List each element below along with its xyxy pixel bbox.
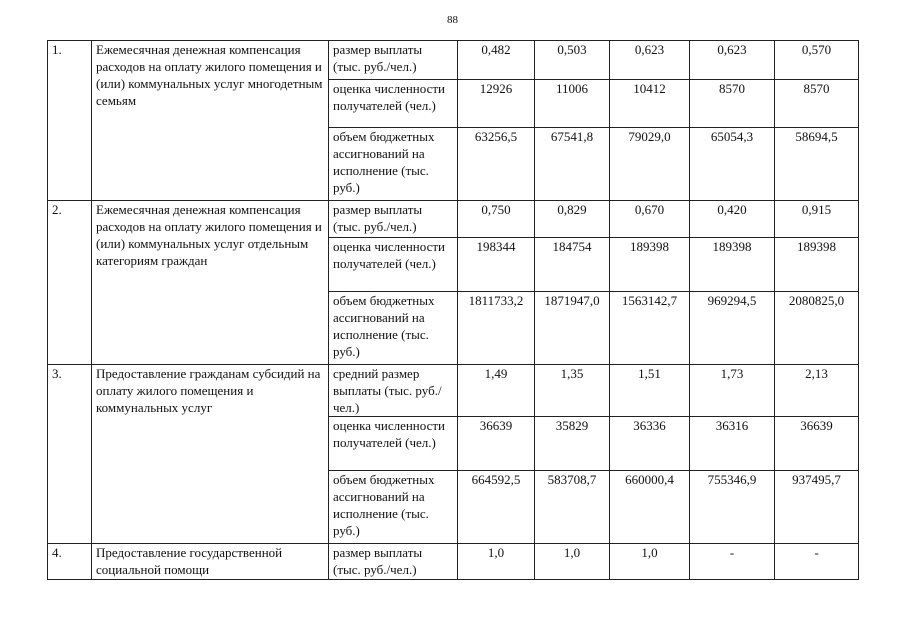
value-cell: 755346,9 <box>690 471 775 544</box>
value-cell: 189398 <box>690 238 775 292</box>
measure-name: Предоставление государственной социальной помощи <box>92 544 329 580</box>
row-number: 2. <box>48 201 92 365</box>
value-cell: 2,13 <box>775 365 859 417</box>
indicator-label: размер выплаты (тыс. руб./чел.) <box>329 201 458 238</box>
value-cell: 35829 <box>535 417 610 471</box>
value-cell: 664592,5 <box>458 471 535 544</box>
value-cell: 1563142,7 <box>610 292 690 365</box>
row-number: 3. <box>48 365 92 544</box>
indicator-label: оценка численности получателей (чел.) <box>329 238 458 292</box>
indicator-label: оценка численности получателей (чел.) <box>329 417 458 471</box>
value-cell: 189398 <box>610 238 690 292</box>
table-row <box>48 544 859 580</box>
value-cell: 11006 <box>535 80 610 128</box>
value-cell: 1,0 <box>535 544 610 580</box>
measure-name: Ежемесячная денежная компенсация расходов на оплату жилого помещения и (или) коммунальных услуг отдельным категориям граждан <box>92 201 329 365</box>
indicator-label: средний размер выплаты (тыс. руб./чел.) <box>329 365 458 417</box>
value-cell: 0,420 <box>690 201 775 238</box>
value-cell: 0,670 <box>610 201 690 238</box>
value-cell: 1871947,0 <box>535 292 610 365</box>
value-cell: 184754 <box>535 238 610 292</box>
value-cell: 937495,7 <box>775 471 859 544</box>
value-cell: 1,51 <box>610 365 690 417</box>
value-cell: 0,503 <box>535 41 610 80</box>
value-cell: 969294,5 <box>690 292 775 365</box>
value-cell: 1,73 <box>690 365 775 417</box>
value-cell: 198344 <box>458 238 535 292</box>
table-row <box>48 41 859 80</box>
indicator-label: объем бюджетных ассигнований на исполнение (тыс. руб.) <box>329 471 458 544</box>
value-cell: 0,623 <box>610 41 690 80</box>
page-number: 88 <box>447 14 458 26</box>
value-cell: 0,750 <box>458 201 535 238</box>
indicator-label: объем бюджетных ассигнований на исполнение (тыс. руб.) <box>329 292 458 365</box>
value-cell: 58694,5 <box>775 128 859 201</box>
value-cell: 10412 <box>610 80 690 128</box>
indicator-label: размер выплаты (тыс. руб./чел.) <box>329 41 458 80</box>
value-cell: 583708,7 <box>535 471 610 544</box>
value-cell: 36639 <box>775 417 859 471</box>
value-cell: 1811733,2 <box>458 292 535 365</box>
row-number: 1. <box>48 41 92 201</box>
row-number: 4. <box>48 544 92 580</box>
measure-name: Предоставление гражданам субсидий на оплату жилого помещения и коммунальных услуг <box>92 365 329 544</box>
value-cell: 0,915 <box>775 201 859 238</box>
value-cell: 65054,3 <box>690 128 775 201</box>
value-cell: 36336 <box>610 417 690 471</box>
value-cell: 0,570 <box>775 41 859 80</box>
indicator-label: оценка численности получателей (чел.) <box>329 80 458 128</box>
value-cell: 0,829 <box>535 201 610 238</box>
value-cell: 660000,4 <box>610 471 690 544</box>
indicator-label: объем бюджетных ассигнований на исполнение (тыс. руб.) <box>329 128 458 201</box>
value-cell: 63256,5 <box>458 128 535 201</box>
value-cell: 36316 <box>690 417 775 471</box>
value-cell: 0,482 <box>458 41 535 80</box>
budget-table <box>47 40 859 580</box>
value-cell: 189398 <box>775 238 859 292</box>
value-cell: 1,0 <box>458 544 535 580</box>
value-cell: 2080825,0 <box>775 292 859 365</box>
value-cell: 79029,0 <box>610 128 690 201</box>
value-cell: 1,0 <box>610 544 690 580</box>
value-cell: - <box>690 544 775 580</box>
value-cell: 0,623 <box>690 41 775 80</box>
value-cell: 67541,8 <box>535 128 610 201</box>
value-cell: - <box>775 544 859 580</box>
value-cell: 8570 <box>690 80 775 128</box>
indicator-label: размер выплаты (тыс. руб./чел.) <box>329 544 458 580</box>
value-cell: 1,35 <box>535 365 610 417</box>
value-cell: 36639 <box>458 417 535 471</box>
value-cell: 12926 <box>458 80 535 128</box>
table-row <box>48 365 859 417</box>
value-cell: 1,49 <box>458 365 535 417</box>
value-cell: 8570 <box>775 80 859 128</box>
table-row <box>48 201 859 238</box>
measure-name: Ежемесячная денежная компенсация расходов на оплату жилого помещения и (или) коммунальных услуг многодетным семьям <box>92 41 329 201</box>
